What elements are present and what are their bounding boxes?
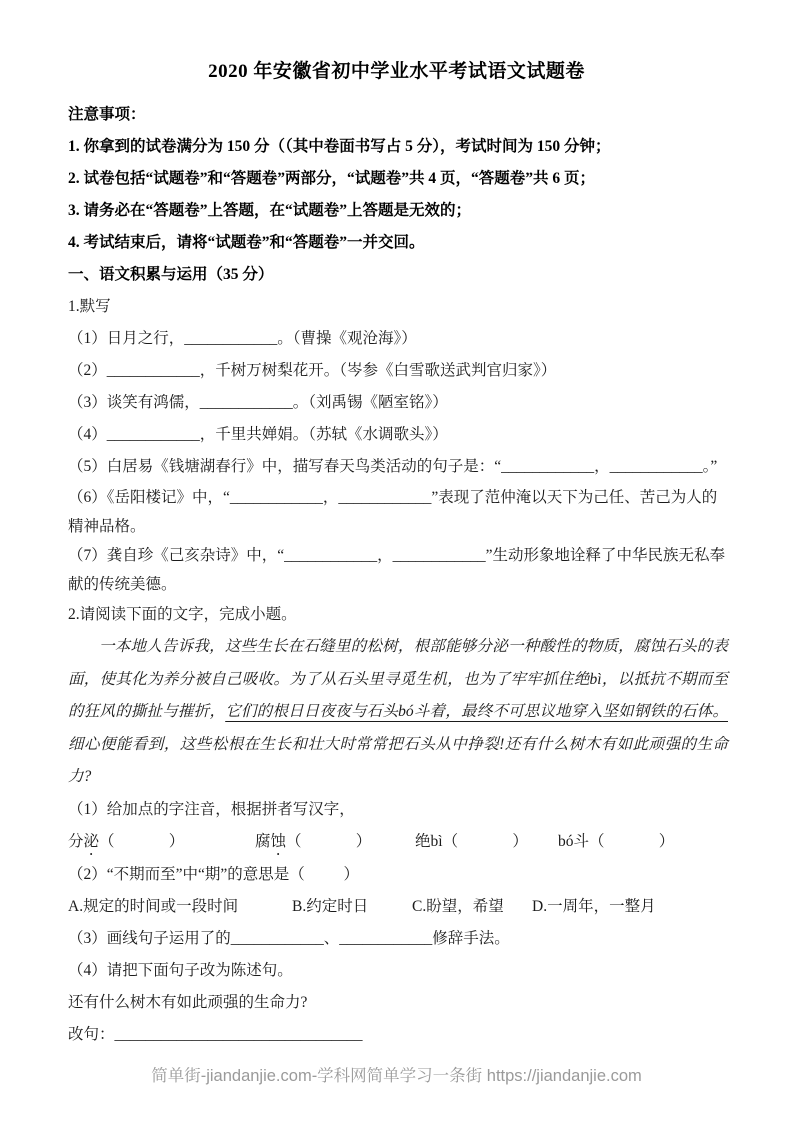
pinyin-word-fenmi-paren: （ ） [99, 832, 185, 850]
pinyin-word-bodou-paren: （ ） [589, 832, 675, 850]
pinyin-word-fushi-pre: 腐 [255, 832, 271, 850]
pinyin-word-bodou [558, 826, 674, 858]
footer-watermark: 简单街-jiandanjie.com-学科网简单学习一条街 https://jiandanjie.com [151, 1067, 642, 1085]
q1-item-3: （3）谈笑有鸿儒，____________。（刘禹锡《陋室铭》） [68, 394, 448, 411]
pinyin-word-bodou-text: bó斗 [558, 832, 590, 850]
pinyin-word-fushi-dotted: 蚀 [270, 832, 287, 850]
q2-sub4-label: （4）请把下面句子改为陈述句。 [68, 961, 293, 979]
q1-item-6: （6）《岳阳楼记》中，“____________，____________”表现了范仲淹以天下为己任、苦己为人的精神品格。 [68, 489, 718, 535]
exam-content [68, 85, 728, 1051]
q2-label: 2.请阅读下面的文字，完成小题。 [68, 606, 297, 623]
passage-text-underlined: 它们的根日日夜夜与石头bó斗着，最终不可思议地穿入坚如钢铁的石体。 [225, 703, 728, 720]
notice-item-4: 4. 考试结束后，请将“试题卷”和“答题卷”一并交回。 [68, 234, 425, 251]
pinyin-word-fushi-paren: （ ） [286, 832, 372, 850]
passage-text-pre: 一本地人告诉我，这些生长在石缝里的松树，根部能够分泌一种酸性的物质，腐蚀石头的表面，使其化为养分被自己吸收。为了从石头里寻觅生机，也为了牢牢抓住绝bì，以抵抗不期而至的狂风的撕扯与摧折， [68, 638, 728, 720]
answer-blank: ________________________________ [114, 1025, 363, 1043]
pinyin-word-fenmi-pre: 分 [68, 832, 84, 850]
notice-item-3: 3. 请务必在“答题卷”上答题，在“试题卷”上答题是无效的； [68, 202, 472, 219]
q2-sub4-answer-line [68, 1019, 728, 1051]
passage-text-post: 细心便能看到，这些松根在生长和壮大时常常把石头从中挣裂!还有什么树木有如此顽强的生命力? [68, 735, 728, 785]
q2-sub3-label: （3）画线句子运用了的____________、____________修辞手法。 [68, 929, 510, 947]
notice-heading: 注意事项： [68, 106, 146, 123]
q1-item-2: （2）____________，千树万树梨花开。（岑参《白雪歌送武判官归家》） [68, 362, 557, 379]
pinyin-word-fenmi-dotted: 泌 [83, 832, 100, 850]
section-heading: 一、语文积累与运用（35 分） [68, 266, 274, 283]
q2-sub2-options [68, 891, 728, 923]
pinyin-word-juebi-text: 绝bì [415, 832, 443, 850]
q1-item-4: （4）____________，千里共婵娟。（苏轼《水调歌头》） [68, 426, 448, 443]
answer-prefix: 改句： [68, 1025, 115, 1043]
q2-sub1-pinyin-row [68, 826, 728, 859]
pinyin-word-juebi [415, 826, 558, 858]
q2-sub1-label: （1）给加点的字注音，根据拼者写汉字， [68, 800, 355, 818]
reading-passage [68, 631, 728, 794]
q1-label: 1.默写 [68, 298, 111, 315]
q2-sub4-sentence: 还有什么树木有如此顽强的生命力? [68, 993, 308, 1011]
q2-sub2-label: （2）“不期而至”中“期”的意思是（ ） [68, 865, 360, 883]
notice-item-2: 2. 试卷包括“试题卷”和“答题卷”两部分，“试题卷”共 4 页，“答题卷”共 6 页； [68, 170, 596, 187]
page-title: 2020 年安徽省初中学业水平考试语文试题卷 [208, 61, 585, 82]
option-a: A.规定的时间或一段时间 [68, 897, 239, 915]
q1-item-1: （1）日月之行，____________。（曹操《观沧海》） [68, 330, 417, 347]
pinyin-word-fenmi [68, 826, 255, 859]
q1-item-7: （7）龚自珍《己亥杂诗》中，“____________，____________”生动形象地诠释了中华民族无私奉献的传统美德。 [68, 547, 726, 593]
notice-item-1: 1. 你拿到的试卷满分为 150 分（（其中卷面书写占 5 分），考试时间为 150 分钟； [68, 138, 611, 155]
pinyin-word-juebi-paren: （ ） [442, 832, 528, 850]
option-d: D.一周年，一整月 [532, 897, 656, 915]
option-c: C.盼望，希望 [412, 897, 504, 915]
pinyin-word-fushi [255, 826, 415, 859]
q1-item-5: （5）白居易《钱塘湖春行》中，描写春天鸟类活动的句子是：“____________，____________。” [68, 458, 718, 475]
option-b: B.约定时日 [292, 897, 369, 915]
